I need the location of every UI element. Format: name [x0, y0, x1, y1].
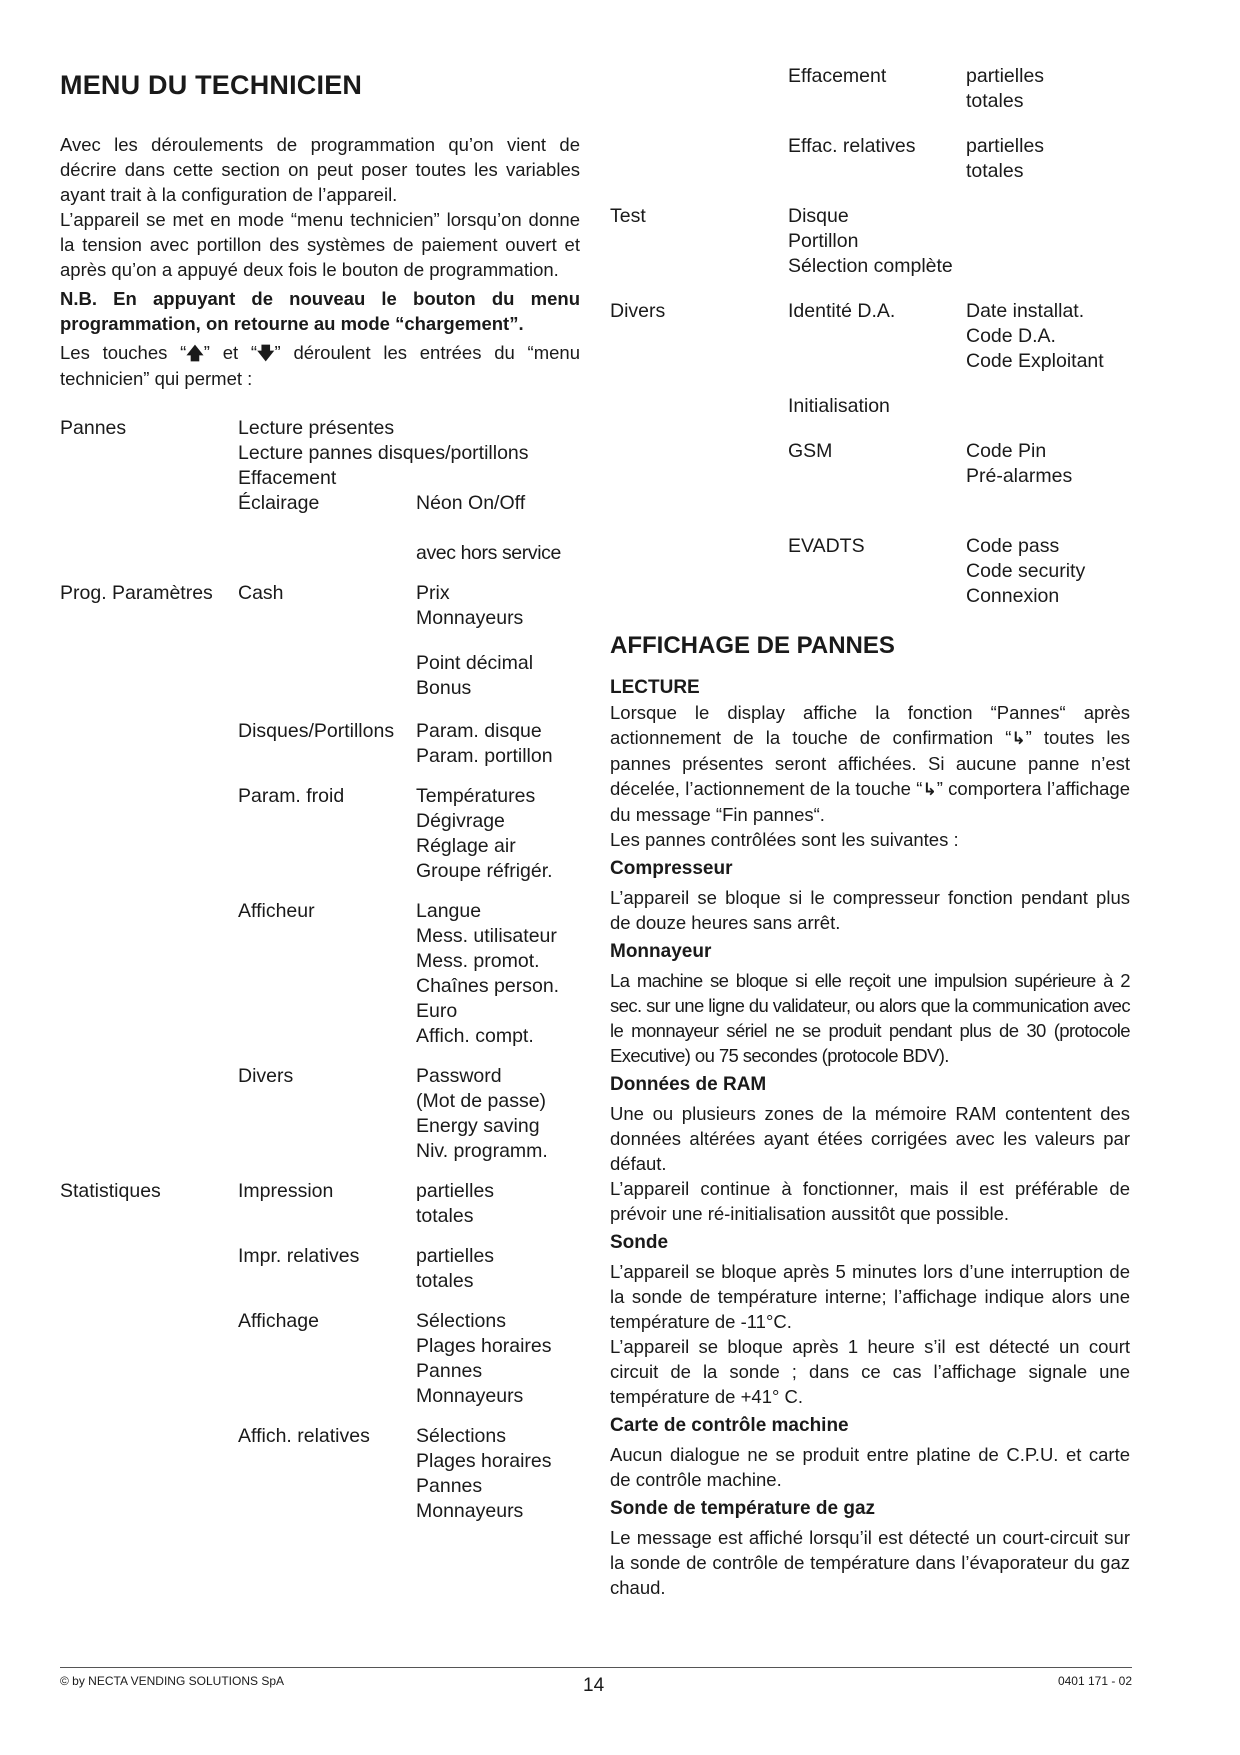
- menu-subitem: Euro: [416, 1000, 458, 1022]
- enter-key-icon: ↳: [922, 780, 937, 799]
- menu-subitem: Affich. compt.: [416, 1025, 534, 1047]
- menu-subitem: Param. portillon: [416, 745, 553, 767]
- menu-group-disques-portillons: [60, 719, 580, 769]
- menu-subitem: Bonus: [416, 677, 472, 699]
- menu-item: Lecture présentes: [238, 417, 395, 439]
- menu-group-prog-parametres: [60, 581, 580, 701]
- arrow-up-icon: 🡅: [186, 344, 204, 363]
- arrow-down-icon: 🡇: [257, 344, 275, 363]
- menu-subitem: Sélections: [416, 1425, 506, 1447]
- menu-subitem: Energy saving: [416, 1115, 540, 1137]
- menu-group-pannes: [60, 416, 580, 566]
- menu-subitem: Code pass: [966, 535, 1060, 557]
- menu-category: Prog. Paramètres: [60, 582, 213, 604]
- menu-group-afficheur: [60, 899, 580, 1049]
- menu-category: Divers: [610, 300, 666, 322]
- menu-item: Affich. relatives: [238, 1425, 370, 1447]
- menu-item: Divers: [238, 1065, 294, 1087]
- menu-group-impr-relatives: [60, 1244, 580, 1294]
- menu-subitem: Code D.A.: [966, 325, 1056, 347]
- intro-paragraph-2: L’appareil se met en mode “menu technicien” lorsqu’on donne la tension avec portillon des systèmes de paiement ouvert et après qu’on a appuyé deux fois le bouton de programmation.: [60, 209, 580, 280]
- menu-subitem: Monnayeurs: [416, 1500, 524, 1522]
- fault-text-carte: Aucun dialogue ne se produit entre platine de C.P.U. et carte de contrôle machine.: [610, 1444, 1130, 1490]
- menu-subitem: Pannes: [416, 1475, 483, 1497]
- fault-text-sonde-2: L’appareil se bloque après 1 heure s’il est détecté un court circuit de la sonde ; dans ce cas l’affichage signale une température de +41° C.: [610, 1336, 1130, 1407]
- menu-subitem: Sélections: [416, 1310, 506, 1332]
- menu-subitem: Prix: [416, 582, 450, 604]
- subsection-title-lecture: LECTURE: [610, 677, 700, 698]
- menu-group-effacement: [610, 64, 1130, 114]
- left-column: [60, 64, 580, 1524]
- menu-group-param-froid: [60, 784, 580, 884]
- fault-text-monnayeur: La machine se bloque si elle reçoit une impulsion supérieure à 2 sec. sur une ligne du validateur, ou alors que la communication avec le monnayeur sériel ne se produit pendant plus de 30 (protocole Executive) ou 75 secondes (protocole BDV).: [610, 970, 1130, 1066]
- section-title-affichage-pannes: AFFICHAGE DE PANNES: [610, 632, 895, 659]
- lecture-paragraph-2: Les pannes contrôlées sont les suivantes :: [610, 829, 959, 850]
- enter-key-icon: ↳: [1011, 729, 1026, 748]
- menu-category: Test: [610, 205, 646, 227]
- menu-item: Param. froid: [238, 785, 345, 807]
- menu-subitem: totales: [416, 1270, 474, 1292]
- menu-item: Affichage: [238, 1310, 319, 1332]
- intro-paragraph-1: Avec les déroulements de programmation qu’on vient de décrire dans cette section on peut poser toutes les variables ayant trait à la configuration de l’appareil.: [60, 134, 580, 205]
- menu-subitem: totales: [416, 1205, 474, 1227]
- menu-subitem: Param. disque: [416, 720, 542, 742]
- menu-category: Pannes: [60, 417, 127, 439]
- menu-item: Afficheur: [238, 900, 315, 922]
- menu-subitem: Code security: [966, 560, 1086, 582]
- menu-item: EVADTS: [788, 535, 865, 557]
- menu-group-test: [610, 204, 1130, 279]
- menu-category: Statistiques: [60, 1180, 161, 1202]
- menu-subitem: partielles: [966, 65, 1045, 87]
- technician-menu-right: [610, 64, 1130, 609]
- fault-title-carte: Carte de contrôle machine: [610, 1415, 849, 1436]
- menu-group-divers: [60, 1064, 580, 1164]
- fault-text-compresseur: L’appareil se bloque si le compresseur fonction pendant plus de douze heures sans arrêt.: [610, 887, 1130, 933]
- menu-item: Cash: [238, 582, 284, 604]
- fault-title-ram: Données de RAM: [610, 1074, 767, 1095]
- document-number: 0401 171 - 02: [1057, 1674, 1132, 1688]
- menu-subitem: Plages horaires: [416, 1335, 552, 1357]
- menu-subitem: Néon On/Off: [416, 492, 526, 514]
- menu-group-effac-relatives: [610, 134, 1130, 184]
- menu-group-divers-right: [610, 299, 1130, 374]
- menu-subitem: Connexion: [966, 585, 1060, 607]
- menu-subitem: partielles: [416, 1180, 495, 1202]
- menu-subitem: Mess. promot.: [416, 950, 540, 972]
- menu-item: Sélection complète: [788, 255, 953, 277]
- keys-paragraph: Les touches “🡅” et “🡇” déroulent les entrées du “menu technicien” qui permet :: [60, 342, 580, 389]
- menu-group-affichage: [60, 1309, 580, 1409]
- menu-subitem: avec hors service: [416, 542, 561, 564]
- menu-subitem: Niv. programm.: [416, 1140, 548, 1162]
- menu-subitem: Groupe réfrigér.: [416, 860, 553, 882]
- menu-subitem: Date installat.: [966, 300, 1085, 322]
- menu-subitem: Plages horaires: [416, 1450, 552, 1472]
- menu-subitem: Dégivrage: [416, 810, 505, 832]
- menu-subitem: Mess. utilisateur: [416, 925, 557, 947]
- menu-group-statistiques: [60, 1179, 580, 1229]
- menu-group-gsm: [610, 439, 1130, 489]
- fault-text-gaz: Le message est affiché lorsqu’il est détecté un court-circuit sur la sonde de contrôle de température dans l’évaporateur du gaz chaud.: [610, 1527, 1130, 1598]
- menu-subitem: partielles: [416, 1245, 495, 1267]
- menu-item: Portillon: [788, 230, 859, 252]
- page-title: MENU DU TECHNICIEN: [60, 70, 363, 100]
- menu-subitem: Langue: [416, 900, 482, 922]
- lecture-paragraph: Lorsque le display affiche la fonction “Pannes“ après actionnement de la touche de confirmation “↳” toutes les pannes présentes seront affichées. Si aucune panne n’est décelée, l’actionnement de la touche “↳” comportera l’affichage du message “Fin pannes“.: [610, 702, 1130, 825]
- menu-subitem: Code Pin: [966, 440, 1047, 462]
- menu-subitem: partielles: [966, 135, 1045, 157]
- footer-divider: [60, 1667, 1132, 1668]
- right-column: [610, 64, 1130, 1600]
- menu-subitem: Pré-alarmes: [966, 465, 1073, 487]
- menu-subitem: Réglage air: [416, 835, 516, 857]
- menu-item: Disques/Portillons: [238, 720, 395, 742]
- menu-item: GSM: [788, 440, 833, 462]
- menu-group-initialisation: [610, 394, 1130, 419]
- menu-item: Effacement: [238, 467, 337, 489]
- fault-title-monnayeur: Monnayeur: [610, 941, 712, 962]
- menu-subitem: (Mot de passe): [416, 1090, 547, 1112]
- menu-item: Impr. relatives: [238, 1245, 360, 1267]
- fault-title-gaz: Sonde de température de gaz: [610, 1498, 876, 1519]
- menu-item: Disque: [788, 205, 849, 227]
- menu-group-affich-relatives: [60, 1424, 580, 1524]
- nb-note: N.B. En appuyant de nouveau le bouton du menu programmation, on retourne au mode “chargement”.: [60, 288, 580, 334]
- menu-item: Initialisation: [788, 395, 890, 417]
- page-number: 14: [583, 1675, 605, 1696]
- fault-text-ram-1: Une ou plusieurs zones de la mémoire RAM contentent des données altérées ayant étées corrigées avec les valeurs par défaut.: [610, 1103, 1130, 1174]
- fault-text-ram-2: L’appareil continue à fonctionner, mais il est préférable de prévoir une ré-initialisation aussitôt que possible.: [610, 1178, 1130, 1224]
- menu-subitem: totales: [966, 90, 1024, 112]
- menu-item: Identité D.A.: [788, 300, 896, 322]
- footer-copyright: © by NECTA VENDING SOLUTIONS SpA: [60, 1674, 285, 1688]
- menu-subitem: Code Exploitant: [966, 350, 1104, 372]
- fault-title-sonde: Sonde: [610, 1232, 669, 1253]
- menu-item: Effacement: [788, 65, 887, 87]
- menu-subitem: Monnayeurs: [416, 607, 524, 629]
- menu-subitem: Password: [416, 1065, 502, 1087]
- technician-menu-left: [60, 416, 580, 1524]
- menu-item: Effac. relatives: [788, 135, 916, 157]
- menu-subitem: Monnayeurs: [416, 1385, 524, 1407]
- menu-item: Éclairage: [238, 492, 320, 514]
- menu-subitem: Pannes: [416, 1360, 483, 1382]
- menu-item: Impression: [238, 1180, 334, 1202]
- menu-subitem: Point décimal: [416, 652, 534, 674]
- fault-title-compresseur: Compresseur: [610, 858, 733, 879]
- fault-text-sonde-1: L’appareil se bloque après 5 minutes lors d’une interruption de la sonde de température interne; l’affichage indique alors une température de -11°C.: [610, 1261, 1130, 1332]
- menu-subitem: Chaînes person.: [416, 975, 560, 997]
- menu-subitem: Températures: [416, 785, 536, 807]
- menu-item: Lecture pannes disques/portillons: [238, 442, 529, 464]
- menu-subitem: totales: [966, 160, 1024, 182]
- menu-group-evadts: [610, 534, 1130, 609]
